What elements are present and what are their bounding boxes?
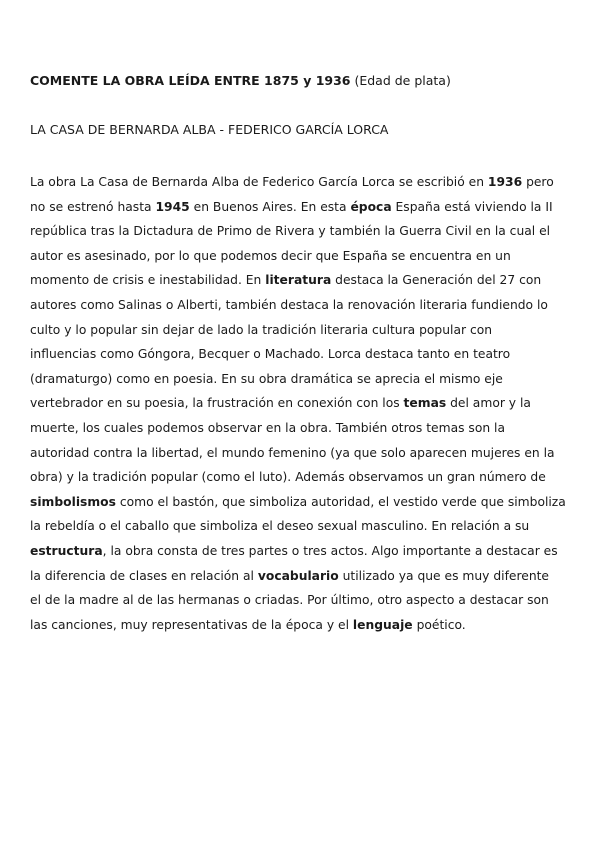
body-text-run: muerte, los cuales podemos observar en la obra. También otros temas son la bbox=[30, 420, 506, 435]
body-line bbox=[30, 441, 575, 466]
body-text-run: pero bbox=[522, 175, 554, 189]
body-text-run: república tras la Dictadura de Primo de Rivera y también la Guerra Civil en la cual el bbox=[30, 224, 551, 239]
body-line bbox=[30, 539, 575, 564]
body-text-run: la diferencia de clases en relación al bbox=[30, 568, 258, 583]
body-line bbox=[30, 367, 575, 392]
body-line bbox=[30, 170, 575, 195]
body-text-run: como el bastón, que simboliza autoridad, el vestido verde que simboliza bbox=[115, 494, 566, 509]
body-line bbox=[30, 293, 575, 318]
body-line bbox=[30, 342, 575, 367]
body-line bbox=[30, 588, 575, 613]
body-line bbox=[30, 195, 575, 220]
body-text-run: autoridad contra la libertad, el mundo femenino (ya que solo aparecen mujeres en la bbox=[30, 445, 555, 460]
highlighted-term: simbolismos bbox=[30, 494, 116, 509]
highlighted-term: época bbox=[350, 199, 392, 214]
body-text-run: las canciones, muy representativas de la época y el bbox=[30, 617, 353, 632]
assignment-heading-bold: COMENTE LA OBRA LEÍDA ENTRE 1875 y 1936 bbox=[30, 73, 351, 88]
body-line bbox=[30, 318, 575, 343]
body-line bbox=[30, 268, 575, 293]
body-line bbox=[30, 416, 575, 441]
body-text-run: influencias como Góngora, Becquer o Machado. Lorca destaca tanto en teatro bbox=[30, 347, 511, 362]
highlighted-term: 1936 bbox=[487, 175, 523, 189]
body-text-run: destaca la Generación del 27 con bbox=[331, 273, 542, 288]
body-text-run: La obra La Casa de Bernarda Alba de Federico García Lorca se escribió en bbox=[30, 175, 488, 189]
body-text-run: autores como Salinas o Alberti, también destaca la renovación literaria fundiendo lo bbox=[30, 297, 548, 312]
body-line bbox=[30, 465, 575, 490]
assignment-heading-note: (Edad de plata) bbox=[350, 73, 451, 88]
body-text-run: , la obra consta de tres partes o tres actos. Algo importante a destacar es bbox=[102, 543, 558, 558]
body-text-run: no se estrenó hasta bbox=[30, 199, 156, 214]
body-line bbox=[30, 219, 575, 244]
highlighted-term: 1945 bbox=[155, 199, 190, 214]
body-text-run: España está viviendo la II bbox=[391, 199, 553, 214]
body-text-run: momento de crisis e inestabilidad. En bbox=[30, 273, 266, 288]
assignment-heading bbox=[30, 72, 570, 90]
body-text-run: obra) y la tradición popular (como el luto). Además observamos un gran número de bbox=[30, 470, 546, 485]
highlighted-term: lenguaje bbox=[352, 617, 413, 632]
work-title: LA CASA DE BERNARDA ALBA - FEDERICO GARCÍA LORCA bbox=[30, 122, 389, 137]
body-line bbox=[30, 564, 575, 589]
body-text-run: vertebrador en su poesia, la frustración en conexión con los bbox=[30, 396, 404, 411]
body-text-run: del amor y la bbox=[446, 396, 531, 411]
body-line bbox=[30, 391, 575, 416]
body-text-run: en Buenos Aires. En esta bbox=[189, 199, 351, 214]
body-line bbox=[30, 613, 575, 638]
essay-body bbox=[30, 170, 575, 637]
body-text-run: culto y lo popular sin dejar de lado la tradición literaria cultura popular con bbox=[30, 322, 493, 337]
body-text-run: el de la madre al de las hermanas o criadas. Por último, otro aspecto a destacar son bbox=[30, 593, 549, 608]
highlighted-term: literatura bbox=[265, 273, 332, 288]
highlighted-term: estructura bbox=[30, 543, 103, 558]
highlighted-term: temas bbox=[403, 396, 447, 411]
body-line bbox=[30, 244, 575, 269]
highlighted-term: vocabulario bbox=[257, 568, 339, 583]
body-text-run: (dramaturgo) como en poesia. En su obra dramática se aprecia el mismo eje bbox=[30, 371, 503, 386]
body-text-run: la rebeldía o el caballo que simboliza el deseo sexual masculino. En relación a su bbox=[30, 519, 530, 534]
body-line bbox=[30, 514, 575, 539]
body-text-run: utilizado ya que es muy diferente bbox=[338, 568, 550, 583]
body-line bbox=[30, 490, 575, 515]
body-text-run: poético. bbox=[412, 617, 466, 632]
body-text-run: autor es asesinado, por lo que podemos decir que España se encuentra en un bbox=[30, 248, 511, 263]
